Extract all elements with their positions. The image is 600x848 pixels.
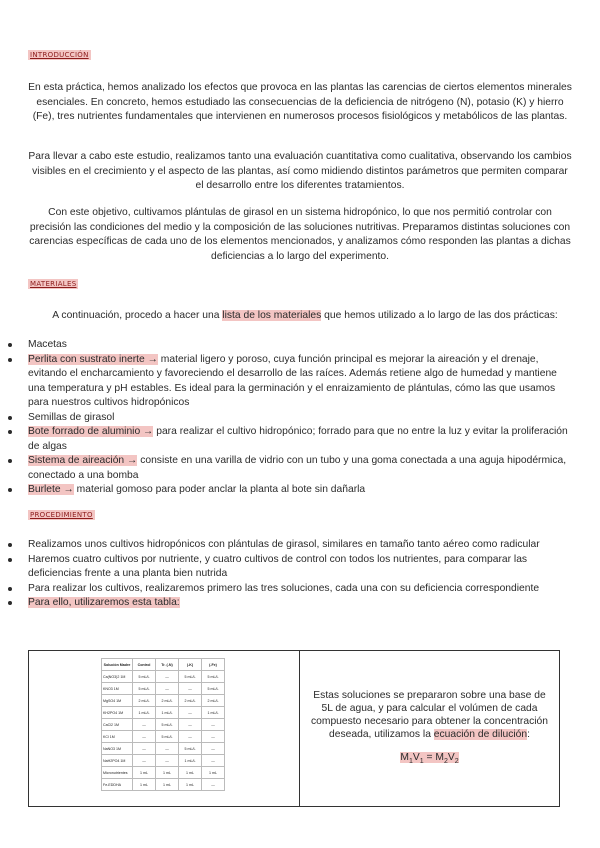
materials-section-header: MATERIALES	[30, 280, 77, 288]
list-item: Burlete → material gomoso para poder anclar la planta al bote sin dañarla	[0, 483, 575, 498]
list-item: Sistema de aireación → consiste en una varilla de vidrio con un tubo y una goma conectada a una aguja hipodérmica, conectado a una bomba	[0, 454, 575, 483]
list-item: Haremos cuatro cultivos por nutriente, y cuatro cultivos de control con todos los nutrientes, para comparar las deficiencias frente a una planta bien nutrida	[0, 553, 575, 582]
list-item: Semillas de girasol	[0, 411, 575, 426]
table-header-row	[102, 659, 225, 671]
materials-list	[0, 338, 575, 498]
intro-section-header: INTRODUCCIÓN	[30, 51, 89, 59]
materials-intro-text: A continuación, procedo a hacer una	[52, 310, 223, 321]
table-header: (-Fe)	[202, 659, 225, 671]
procedure-list	[0, 538, 575, 611]
list-item: Realizamos unos cultivos hidropónicos con plántulas de girasol, similares en tamaño tanto aéreo como radicular	[0, 538, 575, 553]
solutions-table	[101, 658, 225, 791]
list-item: Bote forrado de aluminio → para realizar el cultivo hidropónico; forrado para que no entre la luz y evitar la proliferación de algas	[0, 425, 575, 454]
dilution-equation-highlight: ecuación de dilución	[433, 728, 528, 740]
dilution-note: Estas soluciones se prepararon sobre una base de 5L de agua, y para calcular el volúmen de cada compuesto necesario para obtener la concentración deseada, utilizamos la ecuación de dilución:	[311, 689, 548, 740]
table-row: Fe-EDDHA 1 mL 1 mL 1 mL —	[102, 779, 225, 791]
materials-intro	[40, 309, 570, 324]
table-header: Solución Madre	[102, 659, 133, 671]
list-item: Perlita con sustrato inerte → material ligero y poroso, cuya función principal es mejorar la aireación y el drenaje, evitando el encharcamiento y favoreciendo el desarrollo de las raíces. Además retiene algo de humedad y mantiene una temperatura y pH estables. Es ideal para la germinación y el enraizamiento de plántulas, cómo las que usamos para nuestros cultivos hidropónicos	[0, 353, 575, 411]
materials-intro-text-end: que hemos utilizado a lo largo de las dos prácticas:	[321, 310, 558, 321]
table-header: Control	[133, 659, 156, 671]
table-row: MgSO4 1M 2 mL/L 2 mL/L 2 mL/L 2 mL/L	[102, 695, 225, 707]
intro-paragraph-1: En esta práctica, hemos analizado los efectos que provoca en las plantas las carencias de ciertos elementos minerales esenciales. En concreto, hemos estudiado las consecuencias de la deficiencia de nitrógeno (N), potasio (K) y hierro (Fe), tres nutrientes fundamentales que intervienen en numerosos procesos fisiológicos y metabólicos de las plantas.	[28, 82, 572, 122]
table-header: (-K)	[179, 659, 202, 671]
table-row: KCl 1M — 5 mL/L — —	[102, 731, 225, 743]
table-header: Tr. (-N)	[156, 659, 179, 671]
intro-paragraph-2: Para llevar a cabo este estudio, realizamos tanto una evaluación cuantitativa como cualitativa, observando los cambios visibles en el crecimiento y el aspecto de las plantas, así como midiendo distintos parámetros que permiten comparar el desarrollo entre los diferentes tratamientos.	[28, 151, 572, 191]
table-row: Ca(NO3)2 1M 5 mL/L — 5 mL/L 5 mL/L	[102, 671, 225, 683]
list-item: Para ello, utilizaremos esta tabla:	[0, 596, 575, 611]
table-row: CaCl2 1M — 5 mL/L — —	[102, 719, 225, 731]
procedure-section-header: PROCEDIMIENTO	[30, 511, 93, 519]
table-row: NaH2PO4 1M — — 1 mL/L —	[102, 755, 225, 767]
solutions-table-frame	[28, 650, 560, 807]
materials-intro-highlight: lista de los materiales	[222, 310, 322, 321]
list-item: Macetas	[0, 338, 575, 353]
dilution-formula: $M_1V_1 = M_2V_2$	[400, 751, 459, 766]
table-row: KNO3 1M 5 mL/L — — 5 mL/L	[102, 683, 225, 695]
list-item: Para realizar los cultivos, realizaremos primero las tres soluciones, cada una con su deficiencia correspondiente	[0, 582, 575, 597]
intro-paragraph-3: Con este objetivo, cultivamos plántulas de girasol en un sistema hidropónico, lo que nos permitió controlar con precisión las condiciones del medio y la composición de las soluciones nutritivas. Preparamos distintas soluciones con carencias específicas de cada uno de los elementos mencionados, y analizamos cómo responden las plantas a dichas deficiencias a lo largo del experimento.	[29, 207, 571, 262]
table-row: Micronutrientes 1 mL 1 mL 1 mL 1 mL	[102, 767, 225, 779]
solutions-table-cell	[29, 651, 300, 806]
table-row: KH2PO4 1M 1 mL/L 1 mL/L — 1 mL/L	[102, 707, 225, 719]
dilution-note-cell	[300, 651, 559, 806]
table-row: NaNO3 1M — — 5 mL/L —	[102, 743, 225, 755]
